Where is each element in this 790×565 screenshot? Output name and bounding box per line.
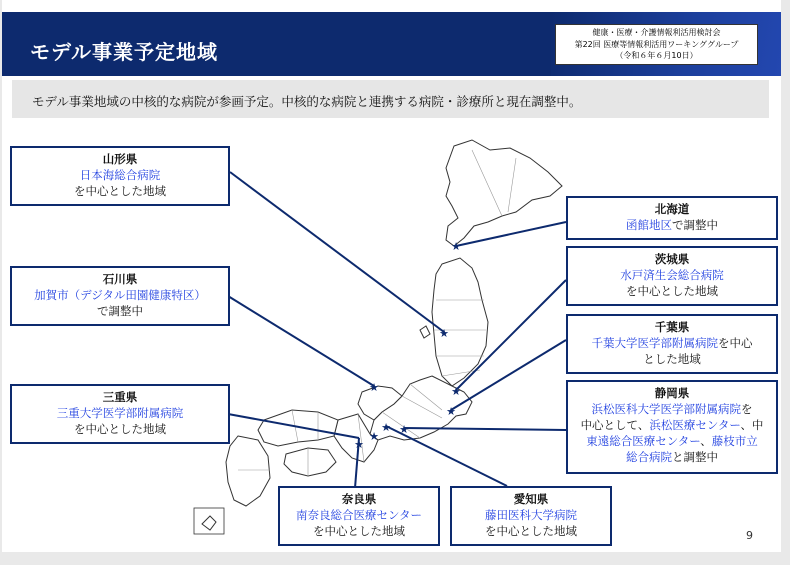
marker-hokkaido-icon: ★: [451, 240, 461, 253]
hospital-name: 千葉大学医学部附属病院: [591, 336, 718, 350]
marker-ishikawa-icon: ★: [369, 381, 379, 394]
region-box-shizuoka: [566, 380, 778, 474]
hospital-name: 加賀市（デジタル田園健康特区）: [34, 288, 206, 302]
hospital-name: 浜松医科大学医学部附属病院: [591, 402, 741, 416]
hospital-name: 東遠総合医療センター: [586, 434, 701, 448]
source-line: （令和６年６月10日）: [615, 51, 698, 60]
prefecture-name: 愛知県: [513, 492, 549, 506]
region-note: 中心として、: [580, 418, 650, 432]
region-note: 、: [700, 434, 712, 448]
hospital-name: 函館地区: [626, 218, 672, 232]
okinawa-shape: [202, 516, 216, 530]
prefecture-name: 茨城県: [654, 252, 690, 266]
prefecture-name: 千葉県: [654, 320, 690, 334]
region-box-aichi: [450, 486, 612, 546]
prefecture-name: 三重県: [102, 390, 138, 404]
prefecture-name: 北海道: [654, 202, 690, 216]
hospital-name: 藤田医科大学病院: [485, 508, 577, 522]
source-line: 第22回 医療等情報利活用ワーキンググループ: [574, 39, 739, 49]
hospital-name: 三重大学医学部附属病院: [56, 406, 184, 420]
hospital-name: 南奈良総合医療センター: [295, 508, 423, 522]
shikoku-shape: [284, 448, 336, 476]
subtitle-text: モデル事業地域の中核的な病院が参画予定。中核的な病院と連携する病院・診療所と現在調整中。: [32, 94, 582, 109]
hospital-name: 日本海総合病院: [79, 168, 161, 182]
hospital-name: 藤枝市立: [711, 434, 758, 448]
marker-ibaraki-icon: ★: [451, 385, 461, 398]
hospital-name: 総合病院: [626, 450, 672, 464]
region-note: で調整中: [97, 304, 143, 318]
region-note: を中心とした地域: [485, 524, 577, 538]
page-title: モデル事業予定地域: [30, 40, 218, 64]
marker-chiba-icon: ★: [446, 405, 456, 418]
marker-nara-icon: ★: [354, 438, 364, 451]
region-box-ishikawa: [10, 266, 230, 326]
region-note: を中心とした地域: [74, 422, 166, 436]
hospital-name: 水戸済生会総合病院: [620, 268, 724, 282]
region-box-nara: [278, 486, 440, 546]
marker-yamagata-icon: ★: [439, 327, 449, 340]
region-box-mie: [10, 384, 230, 444]
prefecture-name: 山形県: [102, 152, 138, 166]
hokkaido-shape: [446, 140, 562, 246]
slide: [2, 0, 781, 552]
region-note: を中心: [718, 336, 753, 350]
region-note: を中心とした地域: [74, 184, 166, 198]
region-box-yamagata: [10, 146, 230, 206]
prefecture-name: 石川県: [102, 272, 138, 286]
region-note: とした地域: [643, 352, 701, 366]
marker-mie-icon: ★: [369, 430, 379, 443]
marker-shizuoka-icon: ★: [399, 423, 409, 436]
prefecture-name: 奈良県: [341, 492, 377, 506]
marker-aichi-icon: ★: [381, 421, 391, 434]
kyushu-shape: [226, 436, 270, 506]
region-box-chiba: [566, 314, 778, 374]
region-note: を中心とした地域: [626, 284, 718, 298]
region-box-ibaraki: [566, 246, 778, 306]
prefecture-name: 静岡県: [654, 386, 690, 400]
source-line: 健康・医療・介護情報利活用検討会: [592, 28, 721, 37]
region-box-hokkaido: [566, 196, 778, 240]
page-number: 9: [746, 529, 753, 542]
sado-shape: [420, 326, 430, 338]
hospital-name: 浜松医療センター: [649, 418, 741, 432]
region-note: を中心とした地域: [313, 524, 405, 538]
region-note: と調整中: [672, 450, 718, 464]
region-note: 、中: [740, 418, 764, 432]
japan-outline: [202, 140, 562, 530]
region-note: で調整中: [672, 218, 718, 232]
region-note: を: [741, 402, 753, 416]
